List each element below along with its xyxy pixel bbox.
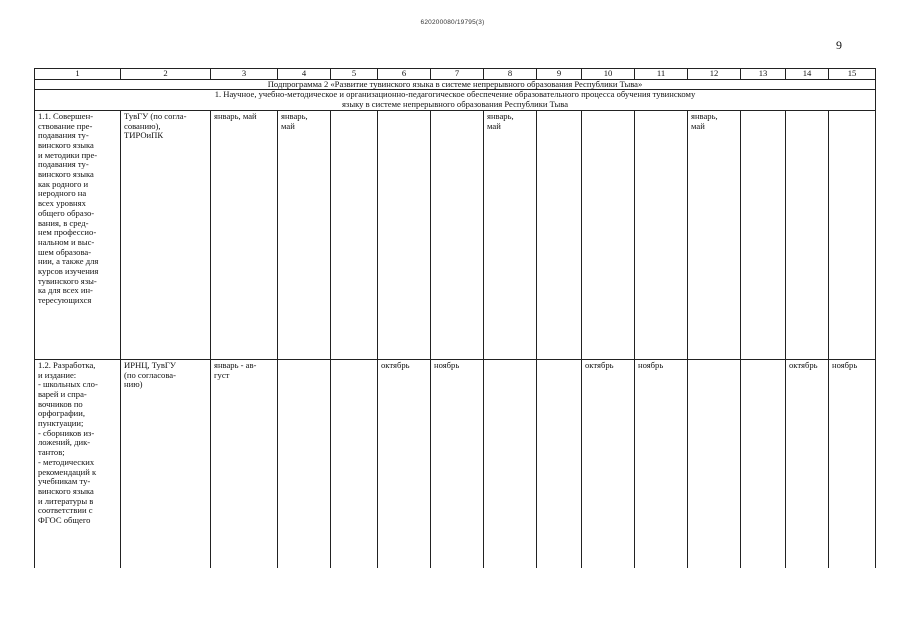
table-cell: январь, май: [211, 110, 278, 359]
table-cell: январь, май: [484, 110, 537, 359]
column-number: 3: [211, 69, 278, 80]
subprogram-title: Подпрограмма 2 «Развитие тувинского языка в системе непрерывного образования Республики Тыва»: [35, 79, 876, 90]
executor-cell: ТувГУ (по согла- сованию), ТИРОиПК: [121, 110, 211, 359]
executor-cell: ИРНЦ, ТувГУ (по согласова- нию): [121, 359, 211, 568]
table-cell: [331, 110, 378, 359]
table-cell: январь - ав- густ: [211, 359, 278, 568]
table-cell: январь, май: [688, 110, 741, 359]
table-cell: [582, 110, 635, 359]
column-number: 7: [431, 69, 484, 80]
table-cell: [278, 359, 331, 568]
column-number: 4: [278, 69, 331, 80]
table-cell: октябрь: [582, 359, 635, 568]
table-cell: [741, 359, 786, 568]
table-cell: [431, 110, 484, 359]
table-cell: октябрь: [786, 359, 829, 568]
table-cell: [537, 359, 582, 568]
table-cell: январь, май: [278, 110, 331, 359]
column-number: 11: [635, 69, 688, 80]
plan-table: [34, 68, 876, 568]
column-number: 6: [378, 69, 431, 80]
column-number: 1: [35, 69, 121, 80]
table-cell: [331, 359, 378, 568]
table-cell: ноябрь: [431, 359, 484, 568]
table-cell: [537, 110, 582, 359]
section-title: 1. Научное, учебно-методическое и организационно-педагогическое обеспечение образовательного процесса обучения тувинскому языку в системе непрерывного образования Республики Тыва: [35, 90, 876, 110]
column-number: 8: [484, 69, 537, 80]
table-row: [35, 359, 876, 568]
table-cell: октябрь: [378, 359, 431, 568]
column-number: 12: [688, 69, 741, 80]
table-cell: [688, 359, 741, 568]
column-number: 13: [741, 69, 786, 80]
table-cell: [829, 110, 876, 359]
column-number: 9: [537, 69, 582, 80]
table-cell: ноябрь: [829, 359, 876, 568]
table-cell: [741, 110, 786, 359]
activity-cell: 1.1. Совершен- ствование пре- подавания ту- винского языка и методики пре- подавания ту- винского языка как родного и неродного на всех уровнях общего образо- вания, в сред- нем профессио- нальном и выс- шем образова- нии, а также для курсов изучения тувинского язы- ка для всех ин- тересующихся: [35, 110, 121, 359]
column-number: 10: [582, 69, 635, 80]
table-cell: [484, 359, 537, 568]
column-number: 15: [829, 69, 876, 80]
column-number: 2: [121, 69, 211, 80]
column-number: 5: [331, 69, 378, 80]
table-cell: [786, 110, 829, 359]
activity-cell: 1.2. Разработка, и издание: - школьных сло- варей и спра- вочников по орфографии, пунктуации; - сборников из- ложений, дик- тантов; - методических рекомендаций к учебникам ту- винского языка и литературы в соответствии с ФГОС общего: [35, 359, 121, 568]
page-number: 9: [836, 38, 842, 52]
column-numbers-row: [35, 69, 876, 80]
document-id: 620200080/19795(3): [420, 19, 485, 26]
table-row: [35, 110, 876, 359]
table-cell: ноябрь: [635, 359, 688, 568]
column-number: 14: [786, 69, 829, 80]
table-cell: [635, 110, 688, 359]
table-cell: [378, 110, 431, 359]
